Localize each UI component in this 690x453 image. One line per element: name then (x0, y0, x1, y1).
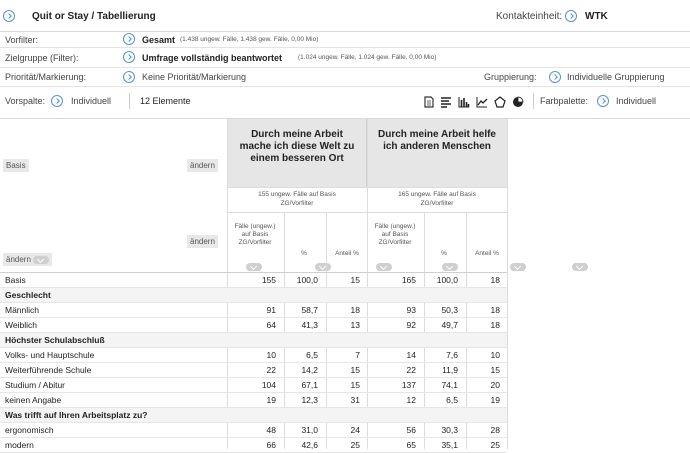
group-header-row (0, 288, 507, 303)
vorfilter-value[interactable]: Gesamt (142, 35, 176, 45)
table-cell: 65 (406, 440, 416, 450)
contact-value[interactable]: WTK (585, 11, 608, 22)
gruppierung-value[interactable]: Individuelle Gruppierung (567, 72, 665, 82)
table-cell: 18 (490, 275, 500, 285)
prioritaet-value[interactable]: Keine Priorität/Markierung (142, 72, 247, 82)
pentagon-icon[interactable] (494, 96, 506, 108)
table-cell: 49,7 (441, 320, 458, 330)
table-cell: 22 (406, 365, 416, 375)
table-cell: 58,7 (301, 305, 318, 315)
table-cell: 50,3 (441, 305, 458, 315)
contact-label: Kontakteinheit: (496, 11, 563, 22)
row-change-button[interactable]: ändern (187, 235, 218, 248)
row-label: Was trifft auf Ihren Arbeitsplatz zu? (5, 410, 148, 420)
table-cell: 137 (401, 380, 416, 390)
page-title: Quit or Stay / Tabellierung (32, 11, 156, 22)
farbpalette-value[interactable]: Individuell (616, 96, 657, 106)
toolbar-divider (533, 93, 534, 109)
prioritaet-row (0, 68, 690, 87)
table-cell: 100,0 (436, 275, 458, 285)
row-label: Weiterführende Schule (5, 365, 92, 375)
table-cell: 15 (350, 275, 360, 285)
sort-share-2-icon[interactable] (572, 263, 588, 271)
table-cell: 11,9 (442, 365, 458, 375)
zielgruppe-value[interactable]: Umfrage vollständig beantwortet (142, 53, 283, 63)
subheader-share-2: Anteil % (475, 250, 499, 257)
table-cell: 14 (406, 350, 416, 360)
row-label: Geschlecht (5, 290, 51, 300)
prioritaet-select-icon[interactable] (123, 71, 135, 83)
table-cell: 56 (406, 425, 416, 435)
line-chart-icon[interactable] (476, 96, 488, 108)
table-cell: 31 (350, 395, 360, 405)
table-cell: 92 (406, 320, 416, 330)
vorfilter-select-icon[interactable] (123, 33, 135, 45)
row-label: ergonomisch (5, 425, 54, 435)
subheader-cases-1: Fälle (ungew.) auf Basis ZG/Vorfilter (234, 223, 276, 246)
table-cell: 14,2 (301, 365, 318, 375)
list-icon[interactable] (440, 96, 452, 108)
group-header-row (0, 408, 507, 423)
subheader-percent-1: % (301, 250, 307, 257)
vorfilter-detail: (1.438 ungew. Fälle, 1.438 gew. Fälle, 0,00 Mio) (180, 36, 319, 43)
vorspalte-label: Vorspalte: (5, 96, 46, 106)
toolbar (0, 87, 690, 119)
subheader-share-1: Anteil % (335, 250, 359, 257)
table-cell: 7,6 (446, 350, 458, 360)
table-cell: 93 (406, 305, 416, 315)
basis-change-button[interactable]: ändern (187, 159, 218, 172)
pie-chart-icon[interactable] (512, 96, 524, 108)
table-cell: 66 (266, 440, 276, 450)
sort-cases-2-icon[interactable] (442, 263, 458, 271)
table-cell: 48 (266, 425, 276, 435)
gruppierung-select-icon[interactable] (549, 71, 561, 83)
stub-change-label: ändern (6, 255, 31, 264)
row-label: keinen Angabe (5, 395, 62, 405)
column-title-1: Durch meine Arbeit mache ich diese Welt zu einem besseren Ort (239, 129, 355, 164)
table-cell: 12,3 (301, 395, 318, 405)
table-row (0, 393, 507, 408)
zielgruppe-select-icon[interactable] (123, 51, 135, 63)
table-row (0, 438, 507, 453)
table-cell: 165 (401, 275, 416, 285)
table-cell: 10 (490, 350, 500, 360)
stub-change-button[interactable] (3, 253, 52, 266)
title-bar (0, 0, 690, 32)
table-cell: 31,0 (301, 425, 318, 435)
table-cell: 30,3 (441, 425, 458, 435)
tabulation-table (0, 119, 690, 449)
table-row (0, 378, 507, 393)
zielgruppe-detail: (1.024 ungew. Fälle, 1.024 gew. Fälle, 0,00 Mio) (298, 54, 437, 61)
table-cell: 24 (350, 425, 360, 435)
column-divider (507, 119, 508, 449)
table-row (0, 423, 507, 438)
row-label: Höchster Schulabschluß (5, 335, 105, 345)
table-row (0, 273, 507, 288)
sort-percent-2-icon[interactable] (510, 263, 526, 271)
table-cell: 6,5 (446, 395, 458, 405)
table-row (0, 318, 507, 333)
bar-chart-icon[interactable] (458, 96, 470, 108)
sort-percent-1-icon[interactable] (315, 263, 331, 271)
subheader-cases-2: Fälle (ungew.) auf Basis ZG/Vorfilter (374, 223, 416, 246)
table-cell: 25 (350, 440, 360, 450)
table-row (0, 363, 507, 378)
elements-count: 12 Elemente (140, 96, 191, 106)
basis-label: Basis (3, 159, 29, 172)
table-cell: 20 (490, 380, 500, 390)
table-cell: 10 (266, 350, 276, 360)
row-label: Studium / Abitur (5, 380, 66, 390)
farbpalette-select-icon[interactable] (597, 95, 609, 107)
table-cell: 18 (490, 320, 500, 330)
vorfilter-row (0, 32, 690, 48)
column-base-2: 165 ungew. Fälle auf Basis ZG/Vorfilter (398, 191, 476, 207)
back-icon[interactable] (3, 10, 15, 22)
column-title-2: Durch meine Arbeit helfe ich anderen Menschen (378, 129, 496, 152)
table-cell: 12 (406, 395, 416, 405)
row-label: Volks- und Hauptschule (5, 350, 95, 360)
table-cell: 13 (350, 320, 360, 330)
table-cell: 19 (266, 395, 276, 405)
row-label: Männlich (5, 305, 40, 315)
farbpalette-label: Farbpalette: (540, 96, 589, 106)
zielgruppe-label: Zielgruppe (Filter): (5, 53, 79, 63)
table-cell: 91 (266, 305, 276, 315)
table-cell: 155 (261, 275, 276, 285)
vorfilter-label: Vorfilter: (5, 35, 39, 45)
document-icon[interactable] (423, 96, 435, 108)
toolbar-divider (129, 93, 130, 109)
row-label: Weiblich (5, 320, 37, 330)
table-row (0, 303, 507, 318)
table-cell: 28 (490, 425, 500, 435)
table-cell: 18 (490, 305, 500, 315)
vorspalte-select-icon[interactable] (51, 95, 63, 107)
prioritaet-label: Priorität/Markierung: (5, 72, 87, 82)
table-cell: 7 (355, 350, 360, 360)
table-cell: 42,6 (301, 440, 318, 450)
table-cell: 18 (350, 305, 360, 315)
table-cell: 35,1 (441, 440, 458, 450)
table-cell: 25 (490, 440, 500, 450)
column-base-1: 155 ungew. Fälle auf Basis ZG/Vorfilter (258, 191, 336, 207)
subheader-percent-2: % (441, 250, 447, 257)
sort-share-1-icon[interactable] (376, 263, 392, 271)
table-cell: 74,1 (441, 380, 458, 390)
vorspalte-value[interactable]: Individuell (71, 96, 112, 106)
group-header-row (0, 333, 507, 348)
table-row (0, 348, 507, 363)
table-cell: 41,3 (301, 320, 318, 330)
table-cell: 15 (350, 380, 360, 390)
table-cell: 6,5 (306, 350, 318, 360)
table-cell: 67,1 (301, 380, 318, 390)
table-cell: 15 (490, 365, 500, 375)
gruppierung-label: Gruppierung: (484, 72, 537, 82)
zielgruppe-row (0, 48, 690, 68)
table-cell: 64 (266, 320, 276, 330)
row-label: modern (5, 440, 34, 450)
table-cell: 100,0 (296, 275, 318, 285)
table-cell: 104 (261, 380, 276, 390)
chevron-down-icon[interactable] (33, 256, 49, 264)
contact-select-icon[interactable] (565, 10, 577, 22)
row-label: Basis (5, 275, 26, 285)
table-cell: 19 (490, 395, 500, 405)
sort-cases-1-icon[interactable] (246, 263, 262, 271)
table-cell: 22 (266, 365, 276, 375)
table-cell: 15 (350, 365, 360, 375)
